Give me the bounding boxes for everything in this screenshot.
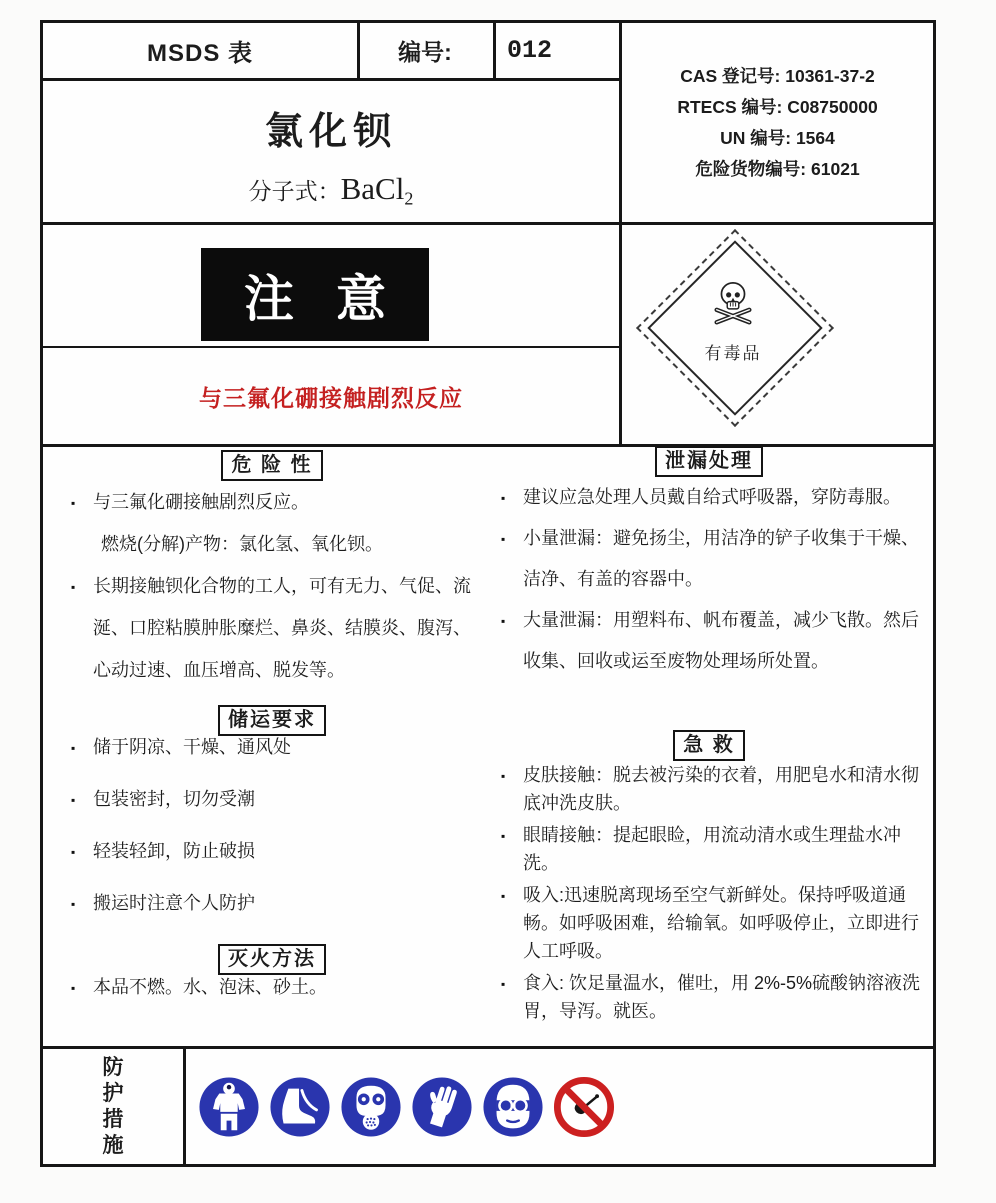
signal-word-box: 注 意 bbox=[201, 248, 429, 341]
protective-gloves-icon bbox=[411, 1076, 473, 1138]
header-divider-1 bbox=[357, 23, 360, 78]
header-divider-2 bbox=[493, 23, 496, 78]
rtecs-number: RTECS 编号: C08750000 bbox=[677, 96, 878, 117]
substance-formula: 分子式：BaCl$_2$ bbox=[248, 171, 414, 209]
safety-goggles-icon bbox=[482, 1076, 544, 1138]
fire-list bbox=[63, 975, 481, 999]
list-item: ▪ 吸入:迅速脱离现场至空气新鲜处。保持呼吸道通畅。如呼吸困难，给输氧。如呼吸停止，立即进行人工呼吸。 bbox=[493, 881, 925, 965]
list-item: ▪ 储于阴凉、干燥、通风处 bbox=[63, 736, 481, 758]
section-firstaid-header: 急 救 bbox=[493, 730, 925, 761]
toxic-label-text: 有毒品 bbox=[704, 344, 762, 363]
section-hazard-header: 危 险 性 bbox=[63, 450, 481, 481]
protection-label-cell bbox=[43, 1049, 186, 1164]
list-item: ▪ 与三氟化硼接触剧烈反应。 bbox=[63, 481, 481, 523]
storage-list bbox=[63, 736, 481, 914]
skull-crossbones-icon bbox=[704, 317, 762, 334]
protection-row bbox=[43, 1049, 933, 1164]
left-column bbox=[63, 450, 481, 999]
substance-name: 氯化钡 bbox=[264, 111, 397, 153]
section-leak-header: 泄漏处理 bbox=[493, 446, 925, 477]
list-item: ▪ 建议应急处理人员戴自给式呼吸器，穿防毒服。 bbox=[493, 477, 925, 518]
protection-label: 防护措施 bbox=[102, 1055, 124, 1157]
no-open-flame-icon bbox=[553, 1076, 615, 1138]
cas-number: CAS 登记号: 10361-37-2 bbox=[680, 65, 875, 86]
registry-panel bbox=[622, 23, 933, 222]
section-fire-header: 灭火方法 bbox=[63, 944, 481, 975]
list-item: ▪ 小量泄漏：避免扬尘，用洁净的铲子收集于干燥、洁净、有盖的容器中。 bbox=[493, 518, 925, 600]
number-label: 编号: bbox=[398, 39, 452, 65]
list-item: 燃烧(分解)产物：氯化氢、氧化钡。 bbox=[101, 534, 383, 554]
gas-mask-icon bbox=[340, 1076, 402, 1138]
protection-icons bbox=[186, 1049, 933, 1164]
list-item: ▪ 本品不燃。水、泡沫、砂土。 bbox=[63, 975, 481, 999]
leak-list bbox=[493, 477, 925, 682]
right-column bbox=[493, 446, 925, 1029]
number-value: 012 bbox=[507, 36, 553, 65]
list-item: ▪ 长期接触钡化合物的工人，可有无力、气促、流涎、口腔粘膜肿胀糜烂、鼻炎、结膜炎、腹泻、心动过速、血压增高、脱发等。 bbox=[63, 565, 481, 691]
un-number: UN 编号: 1564 bbox=[720, 127, 835, 148]
list-item: ▪ 皮肤接触：脱去被污染的衣着，用肥皂水和清水彻底冲洗皮肤。 bbox=[493, 761, 925, 817]
list-item: ▪ 大量泄漏：用塑料布、帆布覆盖，减少飞散。然后收集、回收或运至废物处理场所处置。 bbox=[493, 600, 925, 682]
substance-block bbox=[43, 78, 619, 222]
list-item: ▪ 搬运时注意个人防护 bbox=[63, 892, 481, 914]
hazard-statement: 与三氟化硼接触剧烈反应 bbox=[199, 384, 463, 411]
sheet-title: MSDS 表 bbox=[146, 40, 253, 67]
list-item: ▪ 轻装轻卸，防止破损 bbox=[63, 840, 481, 862]
dangerous-goods-number: 危险货物编号: 61021 bbox=[695, 158, 860, 179]
protective-boots-icon bbox=[269, 1076, 331, 1138]
firstaid-list bbox=[493, 761, 925, 1025]
hazard-diamond-area bbox=[622, 222, 933, 444]
list-item: ▪ 眼睛接触：提起眼睑，用流动清水或生理盐水冲洗。 bbox=[493, 821, 925, 877]
toxic-label bbox=[683, 280, 783, 364]
section-storage-header: 储运要求 bbox=[63, 705, 481, 736]
hazard-list bbox=[63, 481, 481, 691]
protective-suit-icon bbox=[198, 1076, 260, 1138]
list-item: ▪ 包装密封，切勿受潮 bbox=[63, 788, 481, 810]
msds-sheet bbox=[40, 20, 936, 1167]
list-item: ▪ 食入: 饮足量温水，催吐，用 2%-5%硫酸钠溶液洗胃，导泻。就医。 bbox=[493, 969, 925, 1025]
